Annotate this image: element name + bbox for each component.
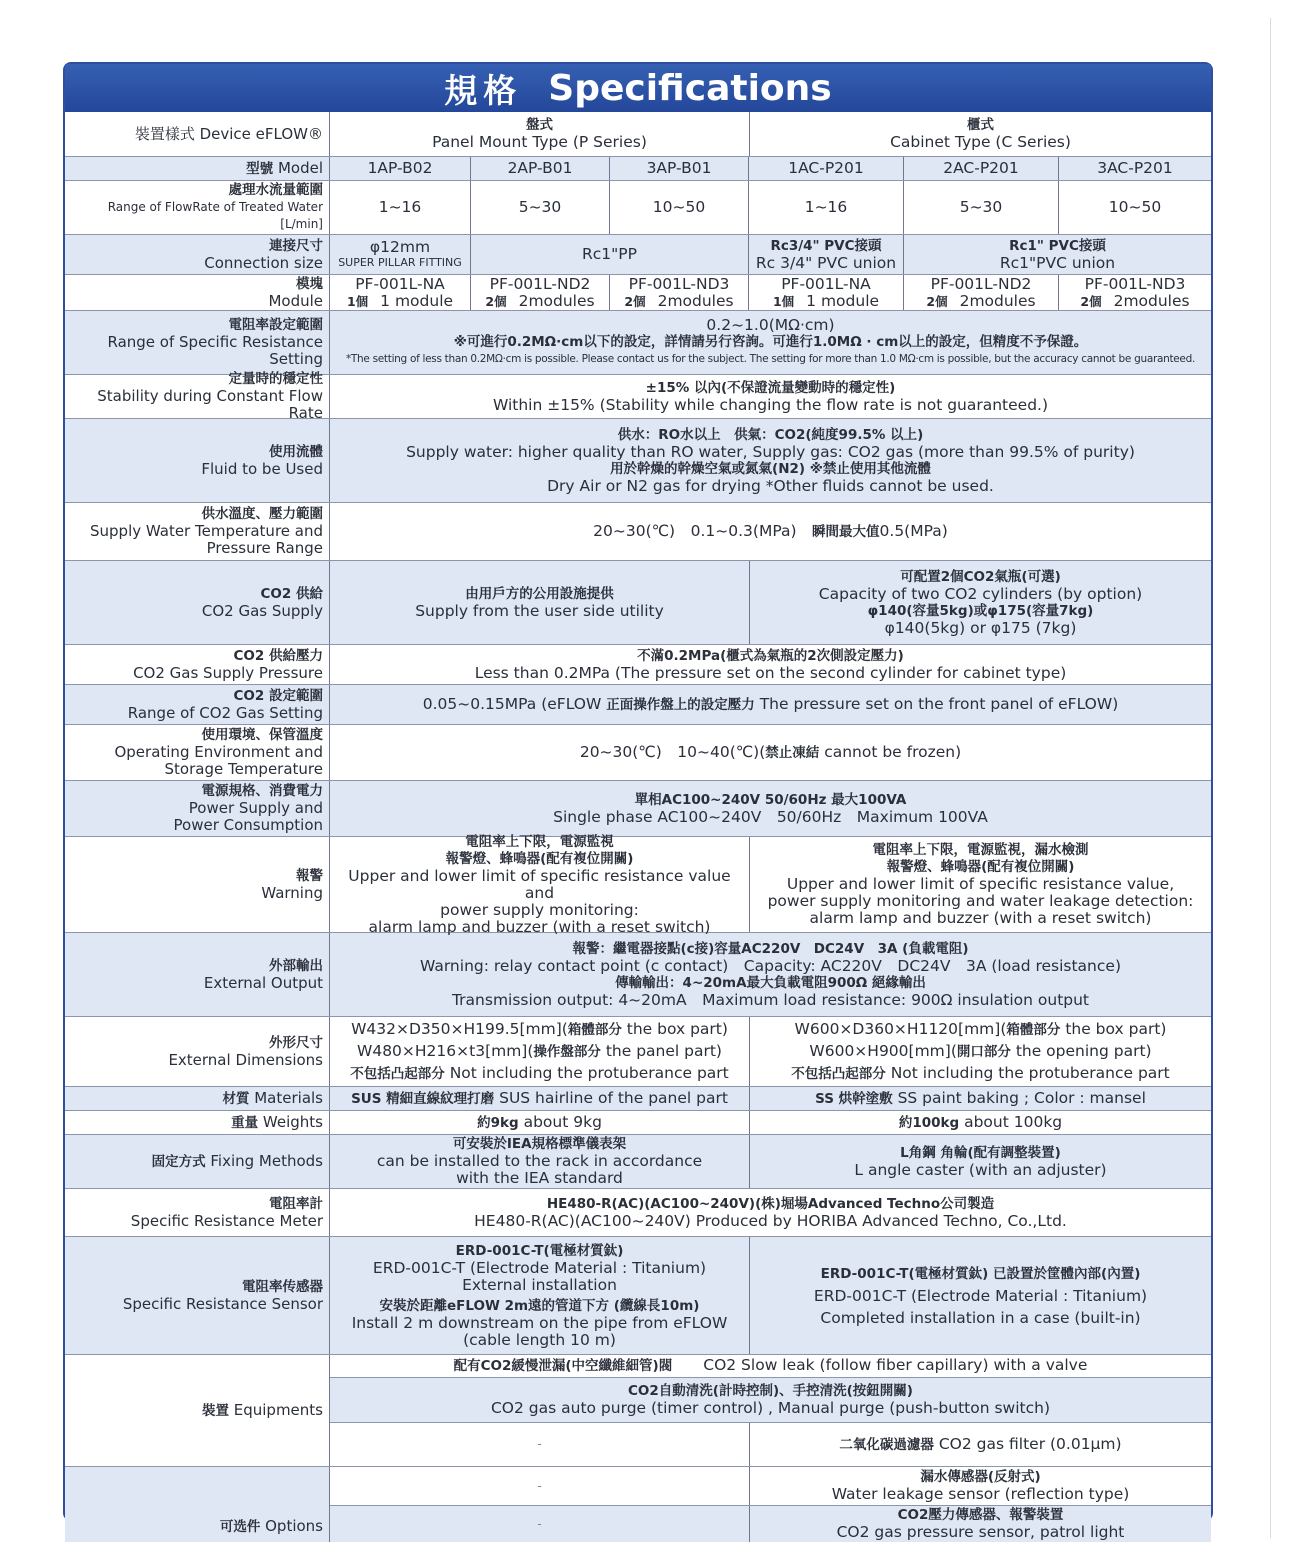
module-cell: PF-001L-ND3 2個 2modules: [1058, 275, 1211, 310]
label-materials: 材質 Materials: [65, 1087, 330, 1110]
row-co2-pressure: [65, 644, 1211, 684]
materials-panel: SUS 精細直線紋理打磨 SUS hairline of the panel part: [351, 1088, 728, 1107]
dimensions-panel: W432×D350×H199.5[mm](箱體部分 the box part) W480×H216×t3[mm](操作盤部分 the panel part) 不包括凸起部分 Not including the protuberance part: [350, 1019, 729, 1082]
row-model: [65, 156, 1211, 180]
warning-panel: 電阻率上下限，電源監視 報警燈、蜂鳴器(配有複位開關) Upper and lower limit of specific resistance value and power supply monitoring: alarm lamp and buzzer (with a reset switch): [348, 833, 731, 936]
supply-temp-value: 20~30(℃) 0.1~0.3(MPa) 瞬間最大值0.5(MPa): [593, 521, 948, 540]
row-power: [65, 780, 1211, 836]
equipment-slow-leak: 配有CO2緩慢泄漏(中空纖維細管)閥 CO2 Slow leak (follow fiber capillary) with a valve: [453, 1356, 1088, 1374]
option-pressure-cabinet: CO2壓力傳感器、報警裝置 CO2 gas pressure sensor, patrol light: [749, 1506, 1211, 1542]
equipment-filter-panel: -: [537, 1437, 542, 1451]
row-output: [65, 932, 1211, 1016]
model-cell: 2AP-B01: [470, 157, 609, 180]
label-module: 模塊 Module: [65, 275, 330, 310]
model-cell: 1AP-B02: [367, 159, 433, 177]
dimensions-cabinet: W600×D360×H1120[mm](箱體部分 the box part) W600×H900[mm](開口部分 the opening part) 不包括凸起部分 Not including the protuberance part: [749, 1017, 1211, 1086]
equipment-filter-cabinet: 二氧化碳過濾器 CO2 gas filter (0.01μm): [749, 1423, 1211, 1466]
fluid-value: 供水：RO水以上 供氣：CO2(純度99.5% 以上) Supply water: higher quality than RO water, Supply gas: CO2 gas (more than 99.5% of purity) 用於幹燥的幹燥空氣或氮氣(N2) ※禁止使用其他流體 Dry Air or N2 gas for drying *Other fluids cannot be used.: [406, 426, 1135, 495]
model-cell: 2AC-P201: [903, 157, 1058, 180]
row-sensor: [65, 1236, 1211, 1354]
row-meter: [65, 1188, 1211, 1236]
label-warning: 報警 Warning: [65, 837, 330, 932]
specifications-table: [63, 62, 1213, 1541]
title-ja: 規格: [444, 70, 523, 110]
flow-cell: 10~50: [609, 181, 748, 234]
spec-rows: [65, 112, 1211, 1542]
equipment-purge: CO2自動清洗(計時控制)、手控清洗(按鈕開關) CO2 gas auto purge (timer control) , Manual purge (push-button switch): [490, 1383, 1051, 1417]
title-en: Specifications: [548, 67, 832, 109]
output-value: 報警：繼電器接點(c接)容量AC220V DC24V 3A (負載電阻) Warning: relay contact point (c contact) Capacity: AC220V DC24V 3A (load resistance) 傳輸輸出：4~20mA最大負載電阻900Ω 絕緣輸出 Transmission output: 4~20mA Maximum load resistance: 900Ω insulation output: [420, 940, 1121, 1009]
option-leak-cabinet: 漏水傳感器(反射式) Water leakage sensor (reflection type): [749, 1467, 1211, 1505]
meter-value: HE480-R(AC)(AC100~240V)(株)堀場Advanced Techno公司製造 HE480-R(AC)(AC100~240V) Produced by HORIBA Advanced Techno, Co.,Ltd.: [474, 1195, 1067, 1230]
row-flow: [65, 180, 1211, 234]
power-value: 單相AC100~240V 50/60Hz 最大100VA Single phase AC100~240V 50/60Hz Maximum 100VA: [553, 791, 988, 826]
flow-cell: 5~30: [903, 181, 1058, 234]
device-cabinet: 櫃式 Cabinet Type (C Series): [749, 112, 1211, 156]
option-leak-panel: -: [537, 1478, 542, 1493]
co2-supply-panel: 由用戶方的公用設施提供 Supply from the user side utility: [415, 585, 664, 620]
flow-cell: 1~16: [378, 198, 422, 216]
label-environment: 使用環境、保管溫度 Operating Environment and Storage Temperature: [65, 725, 330, 780]
flow-cell: 10~50: [1058, 181, 1211, 234]
label-flow: 處理水流量範圍 Range of FlowRate of Treated Water [L/min]: [65, 181, 330, 234]
weights-panel: 約9kg about 9kg: [477, 1112, 602, 1131]
label-model: 型號 Model: [65, 157, 330, 180]
row-device: [65, 112, 1211, 156]
label-weights: 重量 Weights: [65, 1111, 330, 1134]
fixing-cabinet: L角鋼 角輪(配有調整裝置) L angle caster (with an adjuster): [749, 1135, 1211, 1188]
co2-setting-value: 0.05~0.15MPa (eFLOW 正面操作盤上的設定壓力 The pressure set on the front panel of eFLOW): [422, 694, 1119, 713]
flow-cell: 5~30: [470, 181, 609, 234]
materials-cabinet: SS 烘幹塗敷 SS paint baking ; Color : mansel: [749, 1087, 1211, 1110]
resistance-value: 0.2~1.0(MΩ·cm) ※可進行0.2MΩ·cm以下的設定，詳情請另行咨詢。可進行1.0MΩ · cm以上的設定，但精度不予保證。 *The setting of less than 0.2MΩ·cm is possible. Please contact us for the subject. The setting for more than 1.0 MΩ·cm is possible, but the accuracy cannot be guaranteed.: [345, 316, 1195, 365]
label-dimensions: 外形尺寸 External Dimensions: [65, 1017, 330, 1086]
row-fluid: [65, 418, 1211, 502]
module-cell: PF-001L-ND3 2個 2modules: [609, 275, 748, 310]
label-co2-pressure: CO2 供給壓力 CO2 Gas Supply Pressure: [65, 645, 330, 684]
row-fixing: [65, 1134, 1211, 1188]
label-sensor: 電阻率传感器 Specific Resistance Sensor: [65, 1237, 330, 1354]
row-dimensions: [65, 1016, 1211, 1086]
page-edge-rule: [1270, 18, 1271, 1538]
model-cell: 3AP-B01: [609, 157, 748, 180]
row-supply-temp: [65, 502, 1211, 560]
device-panel: 盤式 Panel Mount Type (P Series): [432, 117, 647, 151]
connection-c23: Rc1" PVC接頭 Rc1"PVC union: [903, 235, 1211, 274]
label-connection: 連接尺寸 Connection size: [65, 235, 330, 274]
label-supply-temp: 供水溫度、壓力範圍 Supply Water Temperature and Pressure Range: [65, 503, 330, 560]
label-stability: 定量時的穩定性 Stability during Constant Flow Rate: [65, 375, 330, 418]
row-stability: [65, 371, 1211, 422]
environment-value: 20~30(℃) 10~40(℃)(禁止凍結 cannot be frozen): [579, 742, 962, 761]
stability-value: ±15% 以內(不保證流量變動時的穩定性) Within ±15% (Stability while changing the flow rate is not guaranteed.): [492, 379, 1049, 414]
label-co2-supply: CO2 供給 CO2 Gas Supply: [65, 561, 330, 644]
row-equipments: [65, 1354, 1211, 1466]
row-resistance: [65, 310, 1211, 374]
co2-pressure-value: 不滿0.2MPa(櫃式為氣瓶的2次側設定壓力) Less than 0.2MPa (The pressure set on the second cylinder for cabinet type): [474, 647, 1067, 682]
warning-cabinet: 電阻率上下限，電源監視，漏水檢測 報警燈、蜂鳴器(配有複位開關) Upper and lower limit of specific resistance value, power supply monitoring and water leakage detection: alarm lamp and buzzer (with a reset switch): [749, 837, 1211, 932]
module-cell: PF-001L-ND2 2個 2modules: [470, 275, 609, 310]
row-weights: [65, 1110, 1211, 1134]
model-cell: 1AC-P201: [748, 157, 903, 180]
sensor-panel: ERD-001C-T(電極材質鈦) ERD-001C-T (Electrode Material : Titanium) External installation 安裝於距離eFLOW 2m遠的管道下方 (纜線長10m) Install 2 m downstream on the pipe from eFLOW (cable length 10 m): [351, 1242, 728, 1349]
weights-cabinet: 約100kg about 100kg: [749, 1111, 1211, 1134]
row-warning: [65, 833, 1211, 936]
module-cell: PF-001L-NA 1個 1 module: [346, 274, 454, 310]
label-output: 外部輸出 External Output: [65, 933, 330, 1016]
row-co2-setting: [65, 684, 1211, 724]
label-device: 裝置樣式 Device eFLOW®: [65, 112, 330, 156]
module-cell: PF-001L-ND2 2個 2modules: [903, 275, 1058, 310]
row-materials: [65, 1086, 1211, 1110]
option-pressure-panel: -: [537, 1516, 542, 1531]
model-cell: 3AC-P201: [1058, 157, 1211, 180]
row-co2-supply: [65, 560, 1211, 644]
connection-c1: Rc3/4" PVC接頭 Rc 3/4" PVC union: [748, 235, 903, 274]
label-resistance: 電阻率設定範圍 Range of Specific Resistance Setting: [65, 311, 330, 374]
sensor-cabinet: ERD-001C-T(電極材質鈦) 已設置於筐體內部(內置) ERD-001C-T (Electrode Material : Titanium) Completed installation in a case (built-in): [749, 1237, 1211, 1354]
label-fluid: 使用流體 Fluid to be Used: [65, 419, 330, 502]
label-power: 電源規格、消費電力 Power Supply and Power Consumption: [65, 781, 330, 836]
label-options: 可选件 Options: [65, 1467, 330, 1542]
row-module: [65, 274, 1211, 310]
label-fixing: 固定方式 Fixing Methods: [65, 1135, 330, 1188]
flow-cell: 1~16: [748, 181, 903, 234]
row-connection: [65, 234, 1211, 274]
row-options: [65, 1466, 1211, 1542]
connection-p23: Rc1"PP: [470, 235, 748, 274]
fixing-panel: 可安裝於IEA規格標準儀表架 can be installed to the rack in accordance with the IEA standard: [376, 1136, 703, 1187]
label-co2-setting: CO2 設定範圍 Range of CO2 Gas Setting: [65, 685, 330, 724]
label-equipments: 裝置 Equipments: [65, 1355, 330, 1466]
row-environment: [65, 724, 1211, 780]
table-title-bar: [65, 64, 1211, 112]
module-cell: PF-001L-NA 1個 1 module: [748, 275, 903, 310]
co2-supply-cabinet: 可配置2個CO2氣瓶(可選) Capacity of two CO2 cylinders (by option) φ140(容量5kg)或φ175(容量7kg) φ140(5kg) or φ175 (7kg): [749, 561, 1211, 644]
label-meter: 電阻率計 Specific Resistance Meter: [65, 1189, 330, 1236]
connection-p1: φ12mm SUPER PILLAR FITTING: [338, 238, 462, 269]
